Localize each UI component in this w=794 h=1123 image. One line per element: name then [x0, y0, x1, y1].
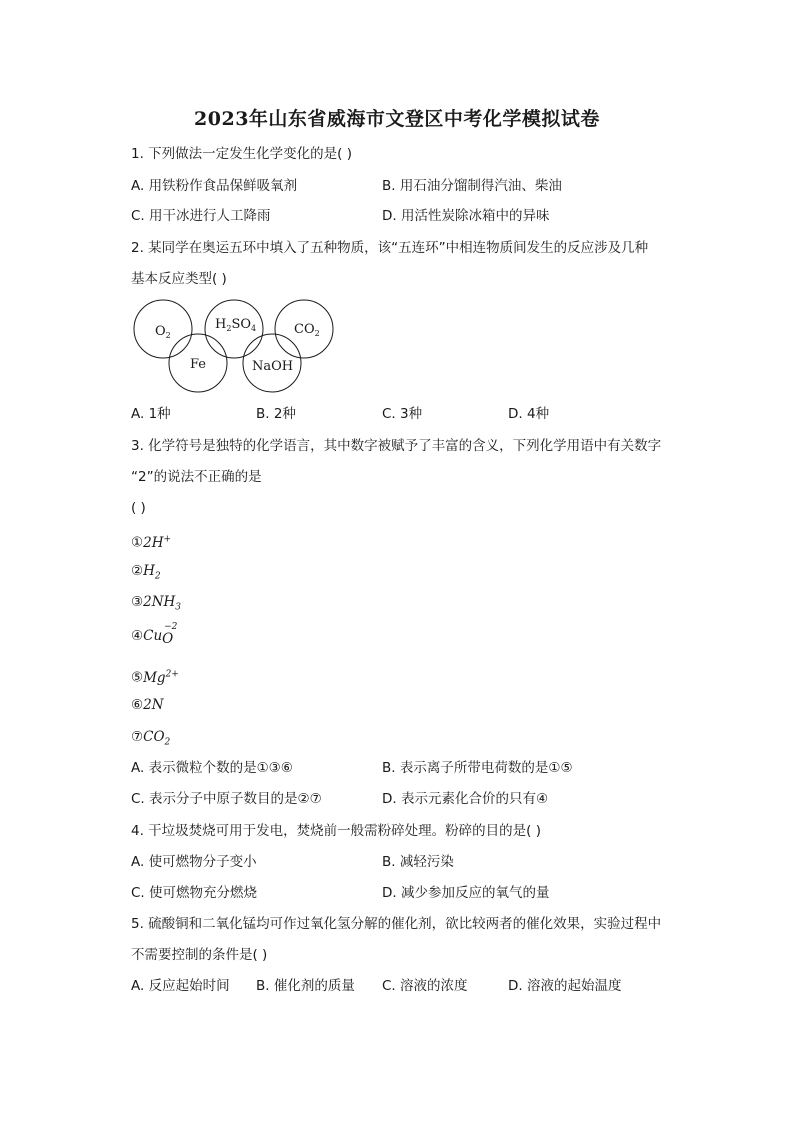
q1-stem: 1. 下列做法一定发生化学变化的是( ) [131, 146, 352, 162]
label-o2: $O_2$ [155, 324, 171, 340]
item-number: ③ [131, 594, 144, 610]
olympic-rings-diagram [125, 298, 340, 393]
q1-option-a: A. 用铁粉作食品保鲜吸氧剂 [131, 178, 298, 194]
label-naoh: NaOH [252, 359, 294, 374]
label-co2: $CO_2$ [294, 322, 320, 338]
item-number: ⑤ [131, 669, 144, 686]
page-title: 2023年山东省威海市文登区中考化学模拟试卷 [194, 108, 600, 130]
q3-option-b: B. 表示离子所带电荷数的是①⑤ [382, 760, 573, 776]
q2-option-d: D. 4种 [508, 406, 550, 422]
q2-stem-line2: 基本反应类型( ) [131, 271, 227, 287]
label-fe: Fe [190, 357, 207, 372]
q4-option-a: A. 使可燃物分子变小 [131, 854, 257, 870]
q3-item-1: ①2H+ [131, 534, 172, 551]
q5-option-c: C. 溶液的浓度 [382, 978, 468, 994]
q3-option-c: C. 表示分子中原子数目的是②⑦ [131, 791, 322, 807]
q3-option-a: A. 表示微粒个数的是①③⑥ [131, 760, 293, 776]
q3-item-4: ④Cu −2 O [131, 622, 178, 647]
q3-item-7: $⑦CO_2$ [131, 729, 171, 748]
q5-stem-line2: 不需要控制的条件是( ) [131, 947, 268, 963]
q5-option-d: D. 溶液的起始温度 [508, 978, 622, 994]
q3-stem-line2: “2”的说法不正确的是 [131, 469, 262, 485]
q3-item-6: ⑥2N [131, 697, 164, 713]
q4-option-b: B. 减轻污染 [382, 854, 454, 870]
q4-option-d: D. 减少参加反应的氧气的量 [382, 885, 550, 901]
q5-option-a: A. 反应起始时间 [131, 978, 230, 994]
q3-item-5: $⑤Mg^{2+}$ [131, 669, 179, 686]
q4-option-c: C. 使可燃物充分燃烧 [131, 885, 258, 901]
q1-option-b: B. 用石油分馏制得汽油、柴油 [382, 178, 562, 194]
item-number: ① [131, 534, 144, 551]
q3-item-2: $②H_2$ [131, 563, 161, 582]
q3-stem-line1: 3. 化学符号是独特的化学语言，其中数字被赋予了丰富的含义，下列化学用语中有关数字 [131, 438, 662, 454]
q4-stem: 4. 干垃圾焚烧可用于发电，焚烧前一般需粉碎处理。粉碎的目的是( ) [131, 823, 541, 839]
q3-item-3: $③2NH_3$ [131, 594, 182, 613]
q5-option-b: B. 催化剂的质量 [256, 978, 355, 994]
q3-answer-blank: ( ) [131, 500, 146, 516]
q5-stem-line1: 5. 硫酸铜和二氧化锰均可作过氧化氢分解的催化剂，欲比较两者的催化效果，实验过程中 [131, 916, 662, 932]
q3-option-d: D. 表示元素化合价的只有④ [382, 791, 549, 807]
item-number: ② [131, 563, 144, 579]
q1-option-d: D. 用活性炭除冰箱中的异味 [382, 208, 550, 224]
item-number: ⑦ [131, 729, 144, 745]
q2-stem-line1: 2. 某同学在奥运五环中填入了五种物质，该“五连环”中相连物质间发生的反应涉及几种 [131, 240, 649, 256]
label-h2so4: $H_2SO_4$ [215, 317, 257, 333]
q1-option-c: C. 用干冰进行人工降雨 [131, 208, 271, 224]
item-number: ⑥ [131, 697, 144, 713]
item-number: ④ [131, 628, 144, 644]
q2-option-b: B. 2种 [256, 406, 296, 422]
q2-option-c: C. 3种 [382, 406, 423, 422]
q2-option-a: A. 1种 [131, 406, 171, 422]
